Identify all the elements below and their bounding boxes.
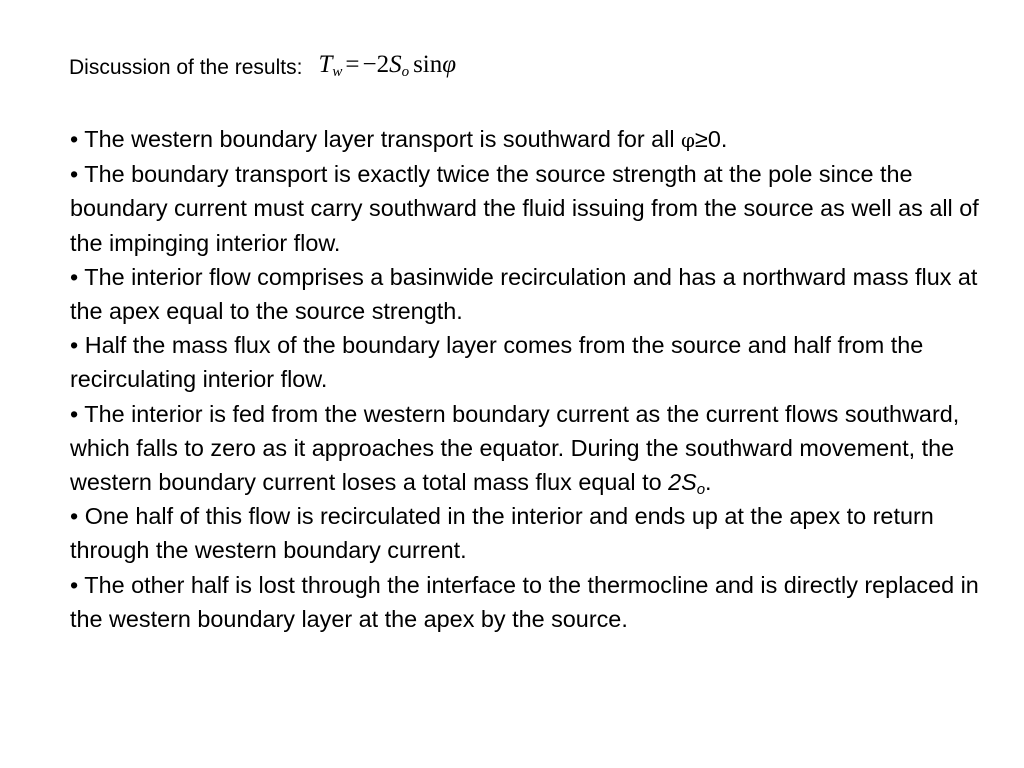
bullet-text-end: . [705,469,712,496]
bullet-text: Half the mass flux of the boundary layer comes from the source and half from the recirculating interior flow. [70,332,924,393]
slide-heading [69,50,456,86]
bullet-text: The other half is lost through the interface to the thermocline and is directly replaced in the western boundary layer at the apex by the source. [70,571,979,632]
bullet-text: The western boundary layer transport is southward for all [84,126,682,152]
bullet-text: The interior flow comprises a basinwide recirculation and has a northward mass flux at the apex equal to the source strength. [70,263,978,325]
bullet-marker: • [70,503,79,530]
bullet-item [70,397,1000,500]
bullet-item [70,157,1000,260]
mass-flux-subscript: o [696,481,706,499]
bullet-text-end: ≥0. [695,126,728,152]
equation-source-subscript: o [401,64,410,80]
heading-label: Discussion of the results: [69,56,303,79]
bullet-item [70,260,1000,328]
bullet-item [70,499,1000,567]
bullet-marker: • [70,400,79,427]
bullet-item [70,568,1000,636]
bullet-text: One half of this flow is recirculated in the interior and ends up at the apex to return through the western boundary current. [70,503,934,564]
bullet-marker: • [70,126,79,152]
mass-flux-math: 2S [668,469,697,496]
equation-lhs-subscript: w [332,64,343,80]
results-bullet-list [70,122,1000,636]
bullet-marker: • [70,332,79,359]
bullet-marker: • [70,263,79,290]
equation-lhs-symbol: T [318,51,333,78]
equation-source-symbol: S [389,51,402,78]
equation-coefficient: −2 [362,51,390,78]
bullet-marker: • [70,571,79,598]
phi-symbol: φ [681,128,696,152]
bullet-item [70,122,1000,157]
bullet-text: The boundary transport is exactly twice the source strength at the pole since the boundary current must carry southward the fluid issuing from the source as well as all of the impinging interior flow. [70,161,979,256]
transport-equation [318,47,456,83]
bullet-text: The interior is fed from the western boundary current as the current flows southward, which falls to zero as it approaches the equator. During the southward movement, the western boundary current loses a total mass flux equal to [70,400,960,496]
equation-function: sin [413,51,443,78]
bullet-item [70,328,1000,396]
equation-operator: = [345,51,360,78]
equation-argument: φ [442,51,457,78]
bullet-marker: • [70,161,79,188]
